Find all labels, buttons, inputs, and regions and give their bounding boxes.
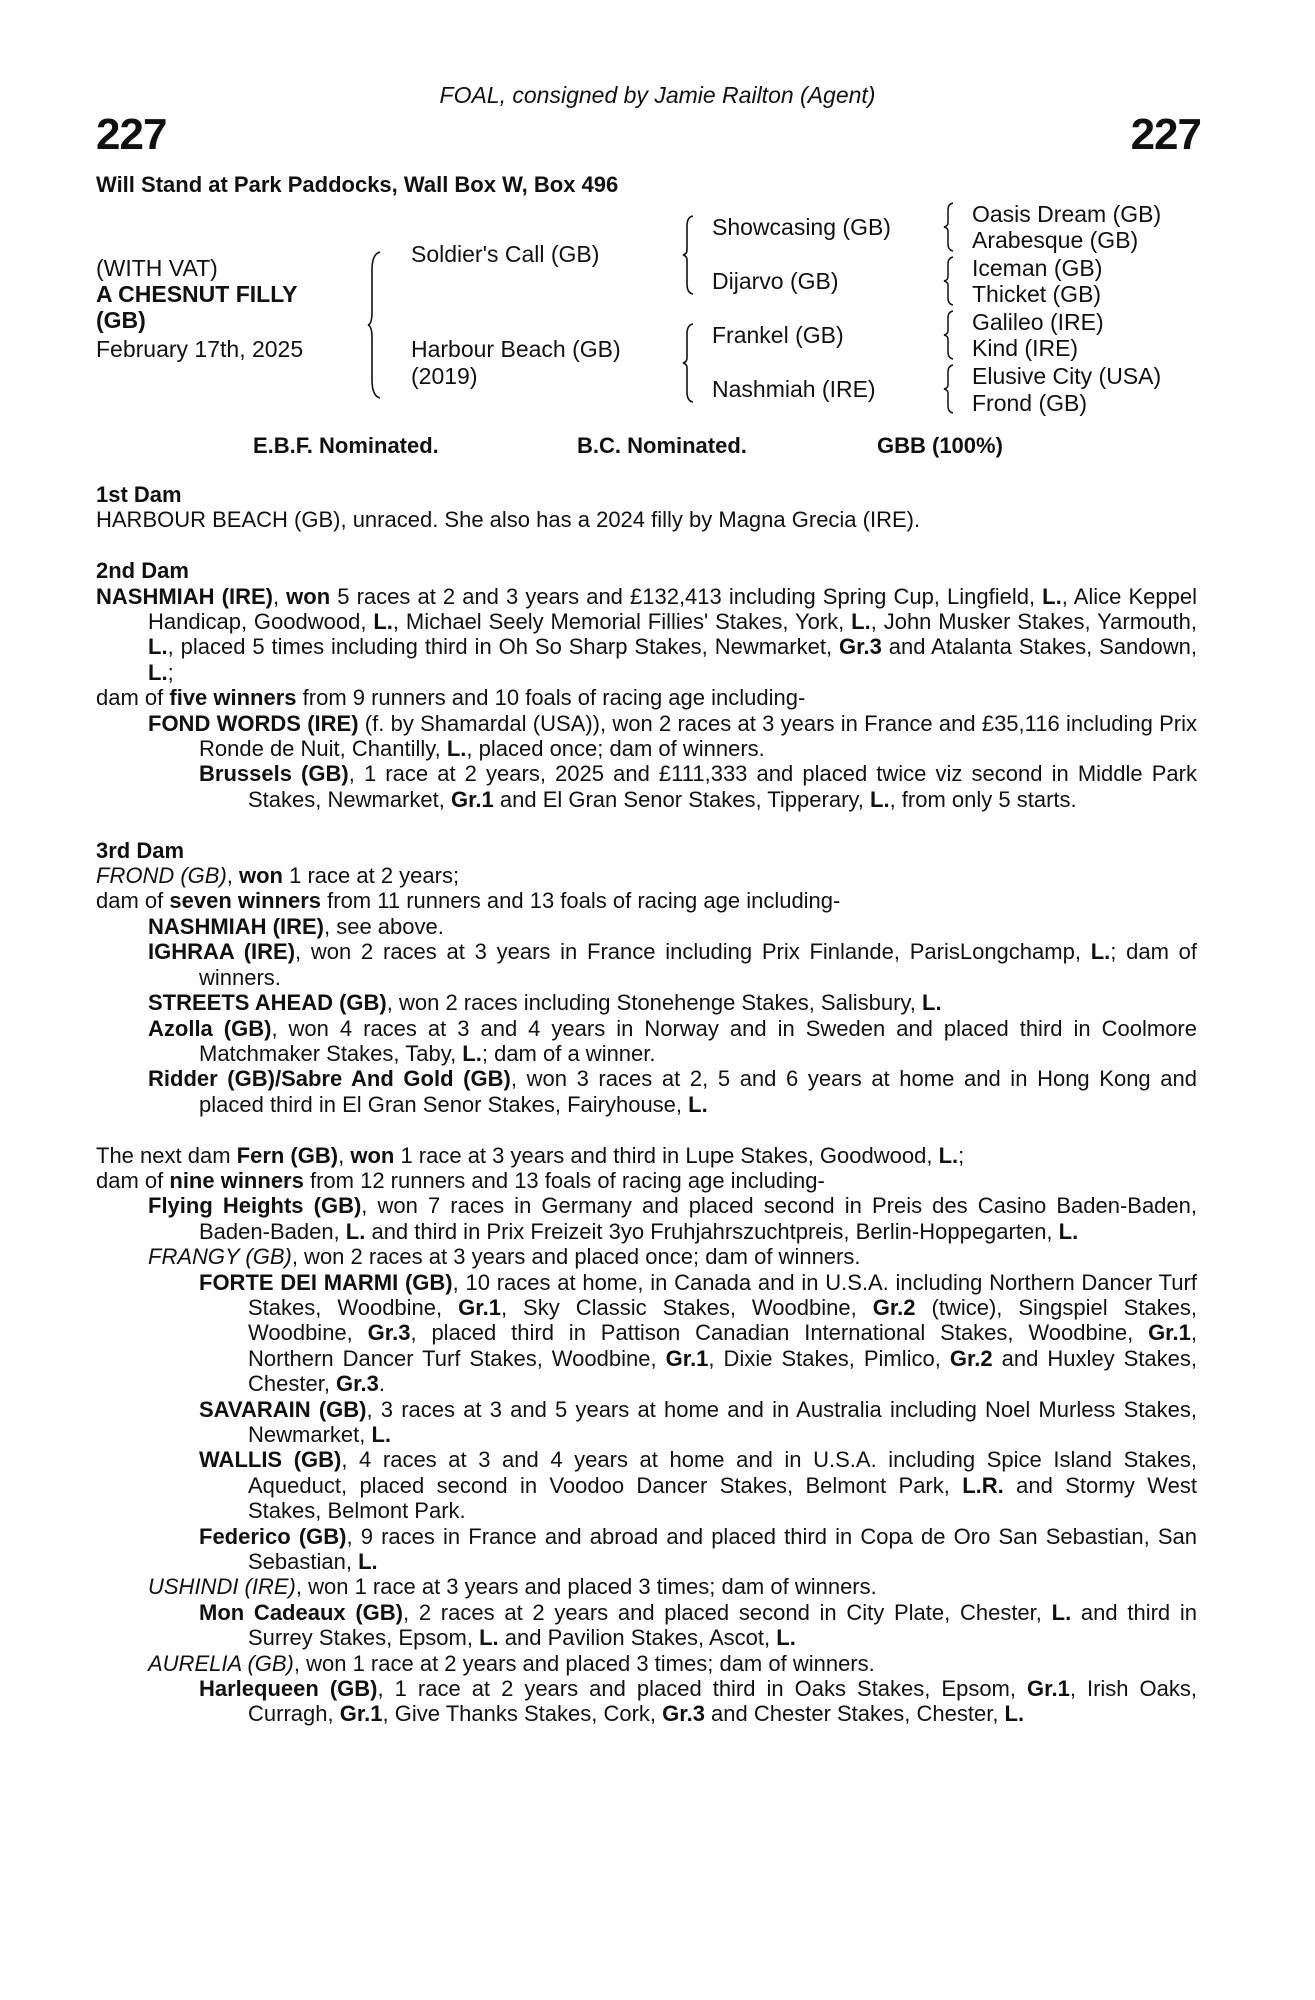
- bold-text: L.: [870, 786, 890, 812]
- text-segment: ,: [226, 863, 239, 889]
- granddam-maternal: Nashmiah (IRE): [712, 376, 876, 402]
- text-segment: from 9 runners and 10 foals of racing age including-: [296, 685, 806, 711]
- italic-text: AURELIA (GB): [148, 1650, 294, 1676]
- text-segment: , 1 race at 2 years and placed third in Oaks Stakes, Epsom,: [377, 1676, 1028, 1702]
- pedigree-entry: [96, 761, 1197, 812]
- pedigree-entry: [96, 1143, 1197, 1168]
- stand-location: Will Stand at Park Paddocks, Wall Box W, Box 496: [96, 172, 619, 197]
- pedigree-entry: [96, 1574, 1197, 1599]
- text-segment: , 2 races at 2 years and placed second in City Plate, Chester,: [403, 1599, 1052, 1625]
- pedigree-entry: [96, 1244, 1197, 1269]
- text-segment: and El Gran Senor Stakes, Tipperary,: [493, 786, 870, 812]
- pedigree-entry: [96, 1016, 1197, 1067]
- bold-text: L.R.: [962, 1472, 1004, 1498]
- text-segment: , won 2 races at 3 years and placed once; dam of winners.: [291, 1244, 861, 1270]
- brace-icon: [683, 322, 697, 404]
- text-segment: and Huxley Stakes, Chester,: [248, 1345, 1197, 1397]
- text-segment: 1 race at 2 years;: [283, 863, 460, 889]
- bold-text: Gr.1: [1027, 1676, 1070, 1702]
- gen3-ancestor: Galileo (IRE): [972, 309, 1104, 335]
- pedigree-entry: [96, 1676, 1197, 1727]
- text-segment: from 12 runners and 13 foals of racing age including-: [303, 1167, 825, 1193]
- dam-section: [96, 838, 1197, 1117]
- text-segment: from 11 runners and 13 foals of racing age including-: [321, 888, 841, 914]
- pedigree-entry: [96, 1524, 1197, 1575]
- consignor-line: FOAL, consigned by Jamie Railton (Agent): [439, 82, 876, 108]
- text-segment: and Pavilion Stakes, Ascot,: [498, 1625, 777, 1651]
- text-segment: (f. by Shamardal (USA)), won 2 races at 3 years in France and £35,116 including Prix Ronde de Nuit, Chantilly,: [199, 710, 1197, 762]
- text-segment: , won 7 races in Germany and placed second in Preis des Casino Baden-Baden, Baden-Baden,: [199, 1193, 1197, 1244]
- bold-text: Federico (GB): [199, 1523, 347, 1549]
- gen3-ancestor: Elusive City (USA): [972, 363, 1162, 389]
- text-segment: , won 4 races at 3 and 4 years in Norway and in Sweden and placed third in Coolmore Matchmaker Stakes, Taby,: [199, 1015, 1197, 1066]
- text-segment: , won 1 race at 2 years and placed 3 times; dam of winners.: [293, 1650, 875, 1676]
- text-segment: , placed once; dam of winners.: [466, 736, 765, 762]
- bold-text: Ridder (GB)/Sabre And Gold (GB): [148, 1066, 511, 1092]
- bold-text: Gr.1: [339, 1701, 383, 1727]
- text-segment: and third in Prix Freizeit 3yo Fruhjahrszuchtpreis, Berlin-Hoppegarten,: [365, 1218, 1059, 1244]
- bold-text: L.: [1058, 1218, 1079, 1244]
- pedigree-entry: [96, 1193, 1197, 1244]
- text-segment: ,: [338, 1142, 351, 1168]
- text-segment: dam of: [96, 1167, 170, 1193]
- bold-text: L.: [148, 634, 168, 660]
- gen3-ancestor: Thicket (GB): [972, 281, 1102, 307]
- pedigree-entry: [96, 863, 1197, 888]
- text-segment: , Northern Dancer Turf Stakes, Woodbine,: [248, 1320, 1197, 1371]
- brace-icon: [944, 202, 956, 252]
- bold-text: Gr.2: [949, 1345, 993, 1371]
- text-segment: , from only 5 starts.: [889, 786, 1077, 812]
- text-segment: , won 2 races including Stonehenge Stakes, Salisbury,: [386, 990, 922, 1016]
- sire: Soldier's Call (GB): [411, 241, 600, 267]
- text-segment: , 1 race at 2 years, 2025 and £111,333 and placed twice viz second in Middle Park Stakes, Newmarket,: [248, 761, 1197, 812]
- text-segment: and Chester Stakes, Chester,: [704, 1701, 1005, 1727]
- bold-text: NASHMIAH (IRE): [96, 583, 273, 609]
- produce-record: [96, 482, 1197, 1752]
- text-segment: , 3 races at 3 and 5 years at home and in Australia including Noel Murless Stakes, Newmarket,: [248, 1396, 1197, 1447]
- brace-icon: [944, 310, 956, 360]
- text-segment: dam of: [96, 888, 170, 914]
- gen3-ancestor: Frond (GB): [972, 390, 1088, 416]
- bold-text: L.: [1004, 1701, 1025, 1727]
- text-segment: dam of: [96, 685, 170, 711]
- bold-text: L.: [358, 1549, 378, 1575]
- dam-year: (2019): [411, 363, 478, 389]
- text-segment: , 9 races in France and abroad and placed third in Copa de Oro San Sebastian, San Sebastian,: [248, 1523, 1197, 1575]
- grandsire-paternal: Showcasing (GB): [712, 214, 891, 240]
- pedigree-entry: [96, 1651, 1197, 1676]
- bold-text: Mon Cadeaux (GB): [199, 1599, 404, 1625]
- brace-icon: [683, 214, 697, 296]
- bold-text: L.: [1051, 1599, 1072, 1625]
- foal-name-country: (GB): [96, 307, 146, 333]
- bold-text: L.: [148, 659, 168, 685]
- bold-text: won: [350, 1142, 395, 1168]
- text-segment: , placed 5 times including third in Oh So Sharp Stakes, Newmarket,: [167, 634, 839, 660]
- bold-text: L.: [462, 1040, 482, 1066]
- pedigree-entry: [96, 939, 1197, 990]
- ebf-nomination: E.B.F. Nominated.: [253, 433, 439, 458]
- dam: Harbour Beach (GB): [411, 336, 621, 362]
- bold-text: WALLIS (GB): [199, 1447, 342, 1473]
- text-segment: ; dam of a winner.: [481, 1040, 656, 1066]
- pedigree-entry: [96, 711, 1197, 762]
- text-segment: ,: [272, 583, 287, 609]
- bold-text: L.: [938, 1142, 959, 1168]
- text-segment: (twice), Singspiel Stakes, Woodbine,: [248, 1294, 1198, 1346]
- text-segment: 5 races at 2 and 3 years and £132,413 including Spring Cup, Lingfield,: [330, 583, 1043, 609]
- text-segment: , Michael Seely Memorial Fillies' Stakes, York,: [392, 609, 852, 635]
- pedigree-entry: [96, 990, 1197, 1015]
- bold-text: L.: [345, 1218, 366, 1244]
- text-segment: , Give Thanks Stakes, Cork,: [382, 1701, 663, 1727]
- text-segment: .: [378, 1371, 385, 1397]
- text-segment: , Sky Classic Stakes, Woodbine,: [500, 1294, 873, 1320]
- text-segment: ; dam of winners.: [199, 939, 1198, 990]
- bold-text: STREETS AHEAD (GB): [148, 990, 387, 1016]
- bold-text: Gr.1: [450, 786, 494, 812]
- section-heading: 3rd Dam: [96, 837, 185, 863]
- pedigree-entry: [96, 584, 1197, 686]
- bold-text: L.: [446, 736, 467, 762]
- text-segment: The next dam: [96, 1142, 237, 1168]
- bold-text: NASHMIAH (IRE): [148, 913, 324, 939]
- text-segment: , Dixie Stakes, Pimlico,: [708, 1345, 950, 1371]
- bold-text: L.: [922, 990, 942, 1016]
- section-heading: 2nd Dam: [96, 558, 189, 584]
- bold-text: L.: [371, 1421, 392, 1447]
- brace-icon: [944, 256, 956, 306]
- text-segment: , see above.: [324, 913, 444, 939]
- bold-text: L.: [688, 1091, 708, 1117]
- bold-text: L.: [1090, 939, 1111, 965]
- text-segment: , Irish Oaks, Curragh,: [248, 1676, 1197, 1727]
- gbb-status: GBB (100%): [877, 433, 1003, 458]
- bold-text: Fern (GB): [236, 1142, 339, 1168]
- gen3-ancestor: Oasis Dream (GB): [972, 201, 1162, 227]
- italic-text: FRANGY (GB): [148, 1244, 292, 1270]
- italic-text: USHINDI (IRE): [148, 1574, 296, 1600]
- dam-section: [96, 482, 1197, 533]
- foal-dob: February 17th, 2025: [96, 336, 304, 362]
- bold-text: Gr.2: [872, 1294, 916, 1320]
- pedigree-entry: [96, 1066, 1197, 1117]
- text-segment: , won 3 races at 2, 5 and 6 years at home and in Hong Kong and placed third in El Gran Senor Stakes, Fairyhouse,: [199, 1066, 1198, 1117]
- text-segment: and third in Surrey Stakes, Epsom,: [248, 1599, 1197, 1651]
- bold-text: Gr.3: [662, 1701, 705, 1727]
- lot-number-left: 227: [96, 110, 167, 159]
- gen3-ancestor: Kind (IRE): [972, 335, 1079, 361]
- bold-text: L.: [1042, 583, 1062, 609]
- bold-text: Gr.1: [458, 1294, 501, 1320]
- bold-text: five winners: [169, 685, 297, 711]
- bold-text: Flying Heights (GB): [148, 1193, 362, 1219]
- gen3-ancestor: Arabesque (GB): [972, 227, 1139, 253]
- granddam-paternal: Dijarvo (GB): [712, 268, 839, 294]
- dam-section: [96, 558, 1197, 812]
- text-segment: ;: [958, 1142, 965, 1168]
- bold-text: SAVARAIN (GB): [199, 1396, 367, 1422]
- bold-text: Gr.1: [665, 1345, 709, 1371]
- bold-text: Gr.3: [367, 1320, 411, 1346]
- bold-text: Gr.1: [1148, 1320, 1191, 1346]
- text-segment: HARBOUR BEACH (GB), unraced. She also has a 2024 filly by Magna Grecia (IRE).: [96, 507, 921, 533]
- bold-text: L.: [851, 609, 871, 635]
- bc-nomination: B.C. Nominated.: [577, 433, 747, 458]
- pedigree-entry: [96, 1600, 1197, 1651]
- pedigree-entry: [96, 1397, 1197, 1448]
- pedigree-entry: [96, 888, 1197, 913]
- bold-text: L.: [776, 1625, 796, 1651]
- text-segment: , Alice Keppel Handicap, Goodwood,: [148, 583, 1197, 635]
- foal-name: A CHESNUT FILLY: [96, 281, 298, 307]
- dam-section: [96, 1143, 1197, 1727]
- bold-text: nine winners: [169, 1167, 304, 1193]
- bold-text: Brussels (GB): [199, 761, 349, 787]
- text-segment: , 10 races at home, in Canada and in U.S.A. including Northern Dancer Turf Stakes, Woodbine,: [248, 1269, 1197, 1320]
- italic-text: FROND (GB): [96, 863, 227, 889]
- lot-number-right: 227: [1130, 110, 1201, 159]
- pedigree-entry: [96, 1447, 1197, 1523]
- bold-text: L.: [373, 609, 393, 635]
- text-segment: , won 2 races at 3 years in France including Prix Finlande, ParisLongchamp,: [295, 939, 1091, 965]
- pedigree-entry: [96, 507, 1197, 532]
- text-segment: 1 race at 3 years and third in Lupe Stakes, Goodwood,: [394, 1142, 939, 1168]
- text-segment: , John Musker Stakes, Yarmouth,: [870, 609, 1197, 635]
- pedigree-entry: [96, 1270, 1197, 1397]
- section-heading: 1st Dam: [96, 482, 182, 507]
- bold-text: Harlequeen (GB): [199, 1676, 378, 1702]
- bold-text: FORTE DEI MARMI (GB): [199, 1269, 453, 1295]
- text-segment: , 4 races at 3 and 4 years at home and in U.S.A. including Spice Island Stakes, Aqueduct, placed second in Voodoo Dancer Stakes, Belmont Park,: [248, 1447, 1197, 1498]
- bold-text: Gr.3: [839, 634, 882, 660]
- brace-icon: [368, 250, 384, 400]
- pedigree-entry: [96, 685, 1197, 710]
- bold-text: L.: [479, 1625, 499, 1651]
- brace-icon: [944, 364, 956, 414]
- bold-text: FOND WORDS (IRE): [148, 710, 359, 736]
- bold-text: Azolla (GB): [148, 1015, 272, 1041]
- text-segment: ;: [167, 659, 174, 685]
- pedigree-entry: [96, 914, 1197, 939]
- pedigree-entry: [96, 1168, 1197, 1193]
- bold-text: Gr.3: [336, 1371, 379, 1397]
- bold-text: IGHRAA (IRE): [148, 939, 296, 965]
- vat-note: (WITH VAT): [96, 255, 218, 281]
- text-segment: , won 1 race at 3 years and placed 3 times; dam of winners.: [295, 1574, 877, 1600]
- text-segment: , placed third in Pattison Canadian International Stakes, Woodbine,: [410, 1320, 1149, 1346]
- bold-text: won: [286, 583, 331, 609]
- gen3-ancestor: Iceman (GB): [972, 255, 1103, 281]
- text-segment: and Atalanta Stakes, Sandown,: [881, 634, 1197, 660]
- grandsire-maternal: Frankel (GB): [712, 322, 844, 348]
- text-segment: and Stormy West Stakes, Belmont Park.: [248, 1472, 1197, 1524]
- bold-text: seven winners: [169, 888, 322, 914]
- bold-text: won: [239, 863, 283, 889]
